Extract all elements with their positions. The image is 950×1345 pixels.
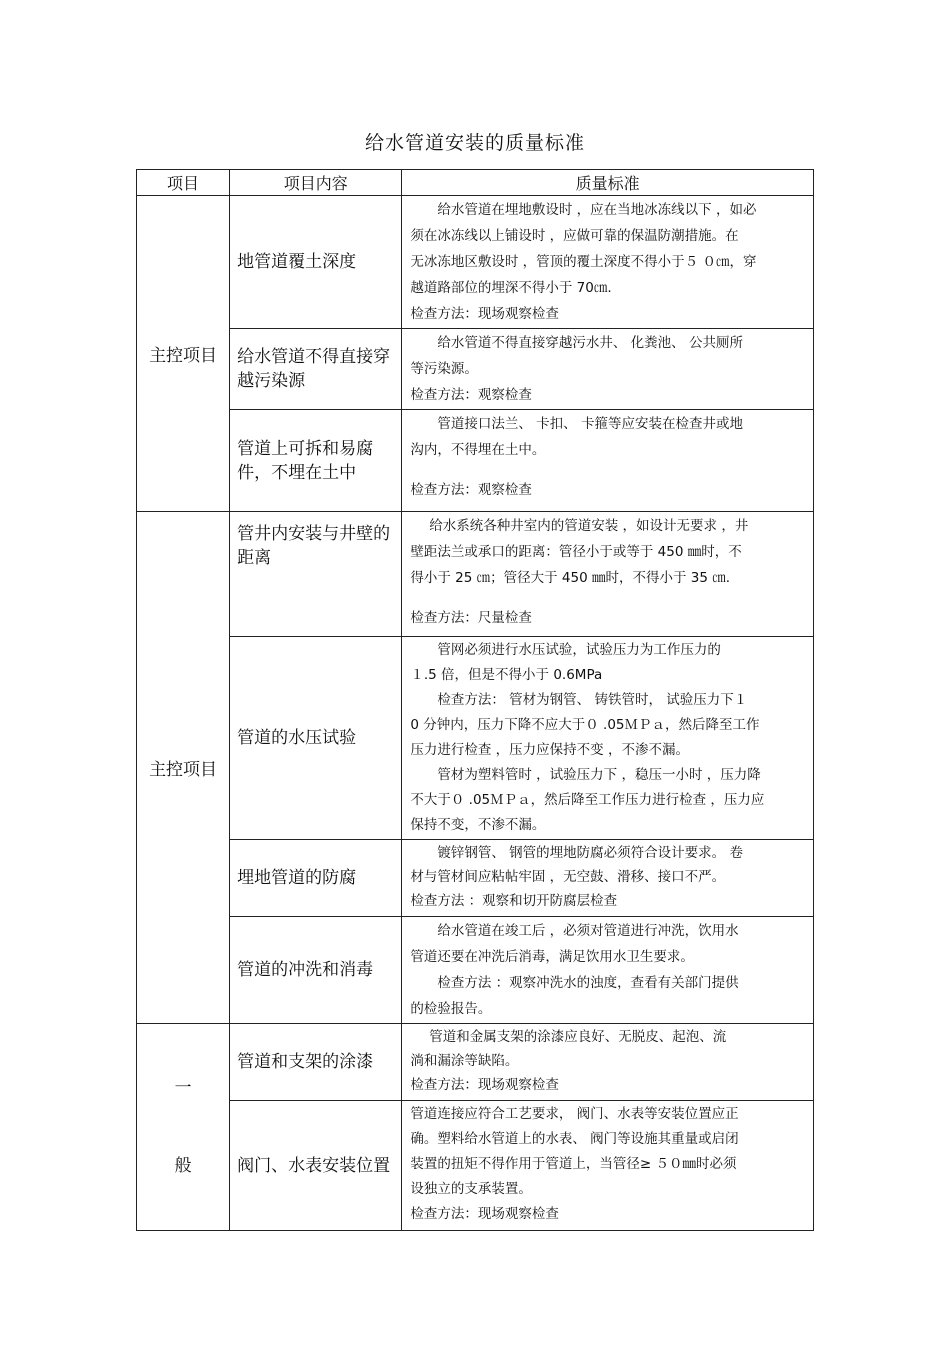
category-cell xyxy=(137,1024,230,1231)
standard-cell: 给水管道在埋地敷设时 ，应在当地冰冻线以下 ，如必 须在冰冻线以上铺设时 ，应做可靠的保温防潮措施。在 无冰冻地区敷设时 ，管顶的覆土深度不得小于５ ０㎝，穿 越道路部位的埋深不得小于 70㎝. 检查方法：现场观察检查 xyxy=(402,196,814,329)
standard-cell: 镀锌钢管、 钢管的埋地防腐必须符合设计要求。 卷 材与管材间应粘帖牢固 ，无空鼓、滑移、接口不严。 检查方法 ：观察和切开防腐层检查 xyxy=(402,840,814,917)
standard-cell: 管道接口法兰、 卡扣、 卡箍等应安装在检查井或地 沟内，不得埋在土中。 检查方法：观察检查 xyxy=(402,410,814,512)
category-cell: 主控项目 xyxy=(137,512,230,1024)
table-row xyxy=(137,410,814,512)
item-cell: 地管道覆土深度 xyxy=(230,196,402,329)
table-row xyxy=(137,329,814,410)
category-char: 般 xyxy=(174,1156,192,1176)
header-content: 项目内容 xyxy=(230,170,402,196)
item-cell: 管道和支架的涂漆 xyxy=(230,1024,402,1101)
standard-cell: 给水系统各种井室内的管道安装 ，如设计无要求 ，井 壁距法兰或承口的距离：管径小于或等于 450 ㎜时，不 得小于 25 ㎝；管径大于 450 ㎜时，不得小于 35 ㎝. 检查方法：尺量检查 xyxy=(402,512,814,637)
table-row xyxy=(137,196,814,329)
standard-cell: 给水管道不得直接穿越污水井、 化粪池、 公共厕所 等污染源。 检查方法：观察检查 xyxy=(402,329,814,410)
item-cell: 管道上可拆和易腐件，不埋在土中 xyxy=(230,410,402,512)
quality-standard-table xyxy=(136,169,814,1231)
standard-cell: 管道和金属支架的涂漆应良好、无脱皮、起泡、流 淌和漏涂等缺陷。 检查方法：现场观察检查 xyxy=(402,1024,814,1101)
table-header-row xyxy=(137,170,814,196)
category-cell: 主控项目 xyxy=(137,196,230,512)
table-row xyxy=(137,637,814,840)
table-row xyxy=(137,1101,814,1231)
table-row xyxy=(137,1024,814,1101)
standard-cell: 管网必须进行水压试验，试验压力为工作压力的 １.5 倍，但是不得小于 0.6MPa 检查方法： 管材为钢管、 铸铁管时， 试验压力下１ 0 分钟内，压力下降不应大于０ .05ＭＰａ，然后降至工作 压力进行检查 ，压力应保持不变 ，不渗不漏。 管材为塑料管时 ，试验压力下 ，稳压一小时 ，压力降 不大于０ .05ＭＰａ，然后降至工作压力进行检查 ，压力应 保持不变，不渗不漏。 xyxy=(402,637,814,840)
item-cell: 管井内安装与井壁的距离 xyxy=(230,512,402,637)
item-cell: 埋地管道的防腐 xyxy=(230,840,402,917)
standard-cell: 给水管道在竣工后 ，必须对管道进行冲洗，饮用水 管道还要在冲洗后消毒，满足饮用水卫生要求。 检查方法 ：观察冲洗水的浊度，查看有关部门提供 的检验报告。 xyxy=(402,917,814,1024)
item-cell: 管道的水压试验 xyxy=(230,637,402,840)
page-title: 给水管道安装的质量标准 xyxy=(364,132,585,154)
item-cell: 管道的冲洗和消毒 xyxy=(230,917,402,1024)
table-row xyxy=(137,840,814,917)
header-project: 项目 xyxy=(137,170,230,196)
table-row xyxy=(137,917,814,1024)
header-standard: 质量标准 xyxy=(402,170,814,196)
category-char: 一 xyxy=(174,1078,192,1098)
item-cell: 阀门、水表安装位置 xyxy=(230,1101,402,1231)
table-row xyxy=(137,512,814,637)
item-cell: 给水管道不得直接穿越污染源 xyxy=(230,329,402,410)
standard-cell: 管道连接应符合工艺要求， 阀门、水表等安装位置应正 确。塑料给水管道上的水表、 阀门等设施其重量或启闭 装置的扭矩不得作用于管道上，当管径≥ ５０㎜时必须 设独立的支承装置。 检查方法：现场观察检查 xyxy=(402,1101,814,1231)
